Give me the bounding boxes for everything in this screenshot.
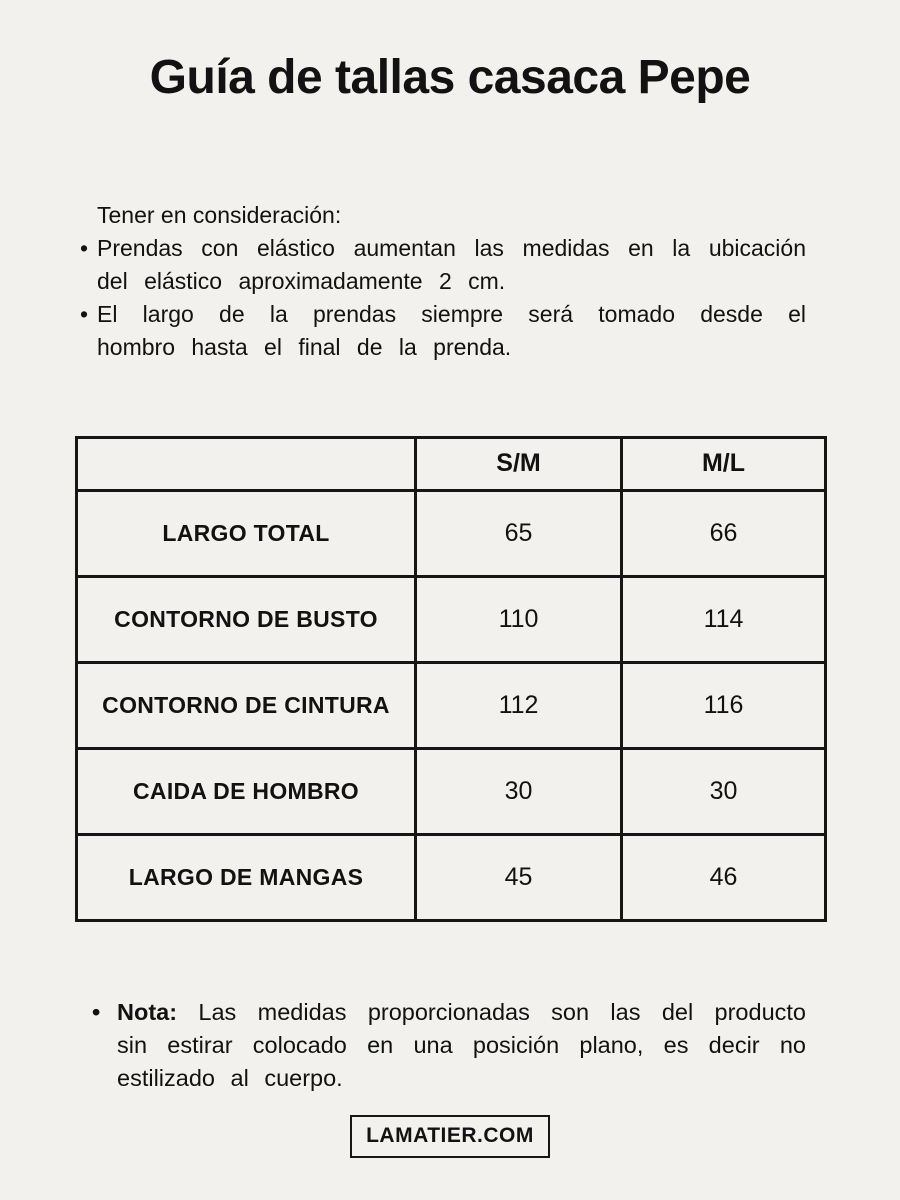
size-table (75, 436, 827, 922)
measurement-value-sm: 45 (416, 834, 622, 920)
note-label: Nota: (117, 998, 178, 1025)
table-row-caida-hombro (77, 748, 826, 834)
page-title: Guía de tallas casaca Pepe (149, 51, 751, 104)
measurement-label: CONTORNO DE CINTURA (77, 662, 416, 748)
note-paragraph (92, 996, 806, 1095)
consideration-bullet-length: • El largo de la prendas siempre será tomado desde el hombro hasta el final de la prenda. (80, 298, 806, 364)
note-text: Las medidas proporcionadas son las del producto sin estirar colocado en una posición plano, es decir no estilizado al cuerpo. (117, 998, 806, 1091)
considerations-section (80, 199, 806, 364)
table-row-contorno-cintura (77, 662, 826, 748)
size-table-header-sm: S/M (416, 437, 622, 490)
footer (0, 1115, 900, 1158)
measurement-value-sm: 65 (416, 490, 622, 576)
measurement-value-ml: 46 (622, 834, 826, 920)
considerations-heading: Tener en consideración: (97, 201, 342, 228)
measurement-label: LARGO TOTAL (77, 490, 416, 576)
consideration-bullet-elastic: • Prendas con elástico aumentan las medidas en la ubicación del elástico aproximadamente 2 cm. (80, 232, 806, 298)
measurement-value-ml: 30 (622, 748, 826, 834)
brand-badge: LAMATIER.COM (350, 1115, 550, 1158)
size-table-header-empty (77, 437, 416, 490)
measurement-label: CONTORNO DE BUSTO (77, 576, 416, 662)
measurement-value-ml: 66 (622, 490, 826, 576)
measurement-label: CAIDA DE HOMBRO (77, 748, 416, 834)
considerations-list (80, 232, 806, 364)
measurement-value-sm: 112 (416, 662, 622, 748)
table-row-largo-mangas (77, 834, 826, 920)
size-table-header-row (77, 437, 826, 490)
table-row-largo-total (77, 490, 826, 576)
measurement-value-ml: 116 (622, 662, 826, 748)
measurement-value-sm: 110 (416, 576, 622, 662)
measurement-label: LARGO DE MANGAS (77, 834, 416, 920)
size-table-header-ml: M/L (622, 437, 826, 490)
measurement-value-sm: 30 (416, 748, 622, 834)
measurement-value-ml: 114 (622, 576, 826, 662)
table-row-contorno-busto (77, 576, 826, 662)
